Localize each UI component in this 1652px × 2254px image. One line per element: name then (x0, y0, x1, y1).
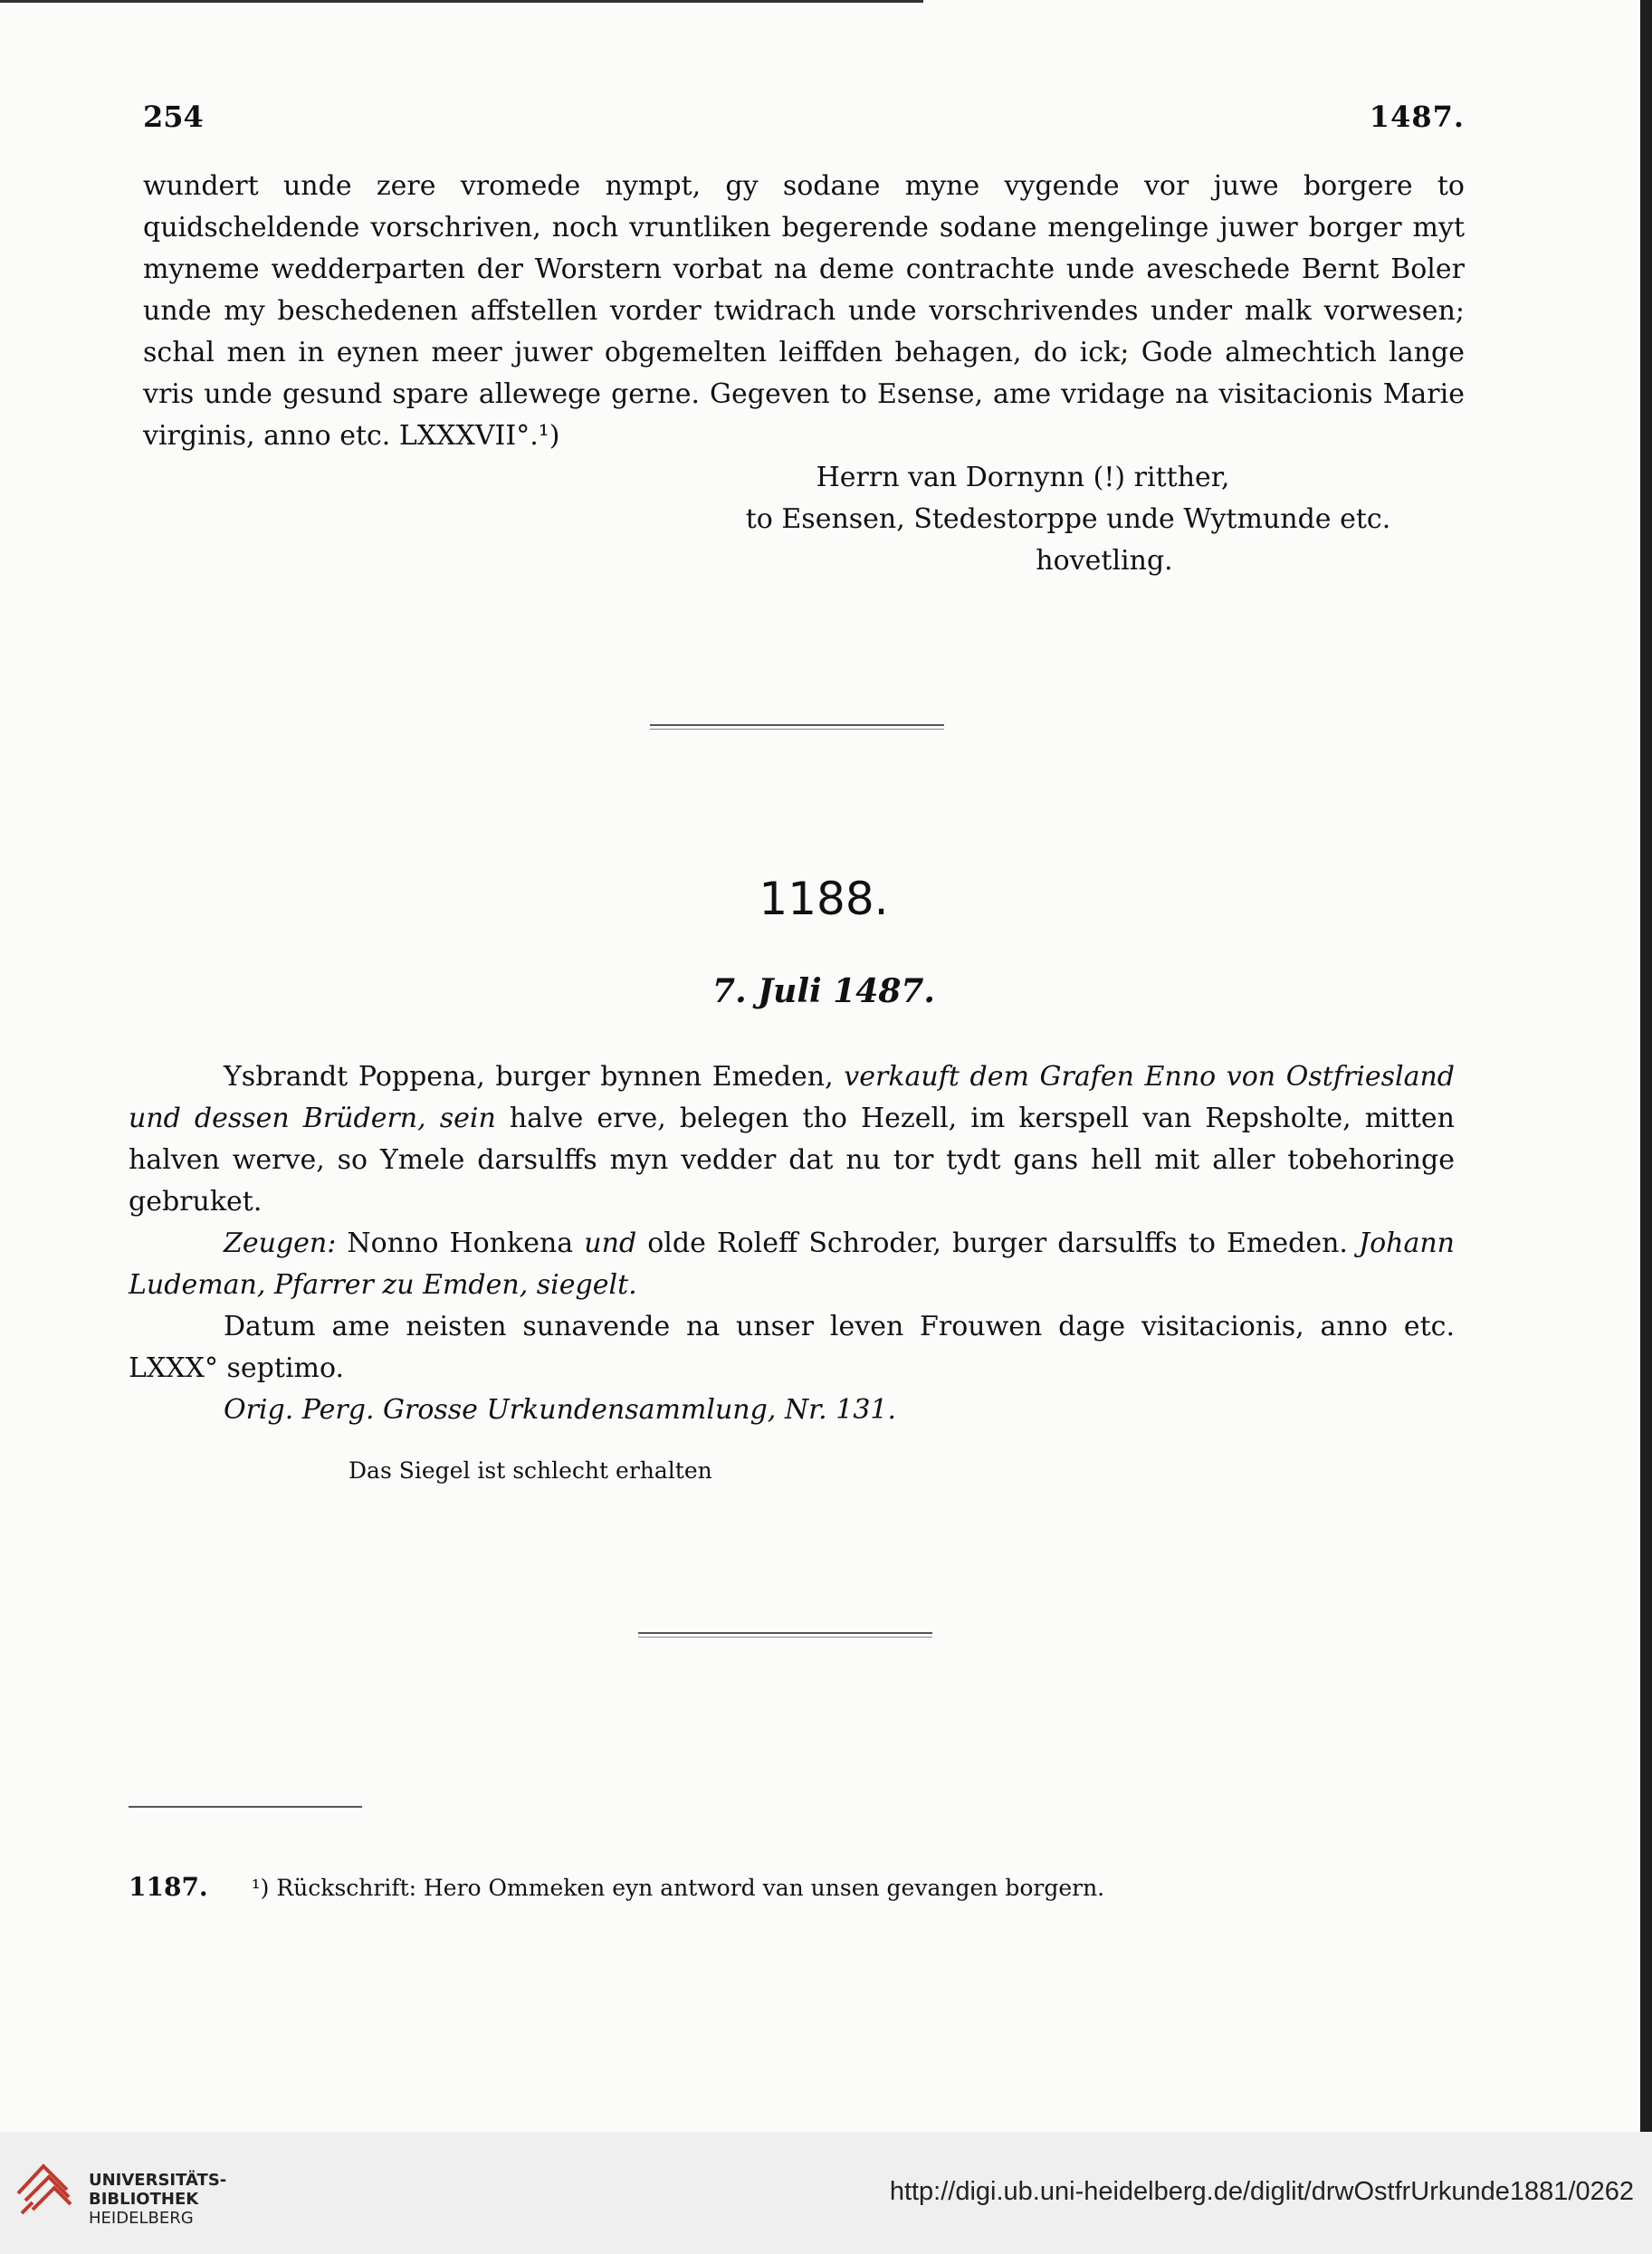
witnesses-text-a: Nonno Honkena (347, 1227, 574, 1259)
library-logo-icon (13, 2157, 76, 2222)
library-line-1: UNIVERSITÄTS- (89, 2171, 227, 2190)
document-date: 7. Juli 1487. (712, 972, 935, 1010)
dating-clause: Datum ame neisten sunavende na unser leven Frouwen dage visitacionis, anno etc. LXXX° septimo. (129, 1311, 1455, 1384)
witnesses-label: Zeugen: (224, 1227, 337, 1259)
seal-note: Das Siegel ist schlecht erhalten (349, 1457, 712, 1484)
letter-text: wundert unde zere vromede nympt, gy sodane myne vygende vor juwe borgere to quidscheldende vorschriven, noch vruntliken begerende sodane mengelinge juwer borger myt myneme wedderparten der Worstern vorbat na deme contrachte unde aveschede Bernt Boler unde my beschedenen affstellen vorder twidrach unde vorschrivendes under malk vorwesen; schal men in eynen meer juwer obgemelten leiffden behagen, do ick; Gode almechtich lange vris unde gesund spare allewege gerne. Gegeven to Esense, ame vridage na visitacionis Marie virginis, anno etc. LXXXVII°.¹) (143, 170, 1465, 452)
witnesses (129, 1223, 1455, 1306)
witnesses-seal: Johann Ludeman, Pfarrer zu Emden, siegelt. (129, 1227, 1455, 1301)
page-top-edge (0, 0, 923, 3)
source-citation (224, 1390, 1550, 1431)
source-text: Orig. Perg. Grosse Urkundensammlung, Nr. 131. (224, 1394, 897, 1426)
running-year: 1487. (1369, 100, 1465, 134)
permalink-url[interactable]: http://digi.ub.uni-heidelberg.de/diglit/drwOstfrUrkunde1881/0262 (889, 2177, 1634, 2206)
viewer-footer (0, 2132, 1652, 2254)
witnesses-text-b: olde Roleff Schroder, burger darsulffs to Emeden. (647, 1227, 1348, 1259)
document-number: 1188. (759, 873, 889, 925)
summary-text-b: halve erve, belegen tho Hezell, im kerspell van Repsholte, mitten halven werve, so Ymele darsulffs myn vedder dat nu tor tydt gans hell mit aller tobehoringe gebruket. (129, 1103, 1455, 1218)
address-line-1: Herrn van Dornynn (!) ritther, (816, 462, 1230, 493)
section-divider (650, 724, 944, 730)
footnote-rule (129, 1806, 362, 1808)
library-line-2: BIBLIOTHEK (89, 2190, 199, 2209)
footnote-text: ¹) Rückschrift: Hero Ommeken eyn antword van unsen gevangen borgern. (251, 1875, 1105, 1901)
page-number: 254 (143, 100, 204, 134)
library-name (89, 2171, 226, 2228)
summary-text-a: Ysbrandt Poppena, burger bynnen Emeden, (224, 1061, 834, 1093)
document-summary (129, 1056, 1455, 1223)
footnote (129, 1872, 1450, 1902)
footnote-ref: 1187. (129, 1872, 208, 1902)
summary-italic: verkauft dem Grafen Enno von Ostfriesland und dessen Brüdern, sein (129, 1061, 1455, 1134)
witnesses-und: und (584, 1227, 637, 1259)
address-line-2: to Esensen, Stedestorppe unde Wytmunde etc. (745, 503, 1391, 535)
library-line-3: HEIDELBERG (89, 2209, 194, 2228)
address-line-3: hovetling. (1036, 545, 1173, 577)
section-divider-2 (638, 1632, 932, 1638)
